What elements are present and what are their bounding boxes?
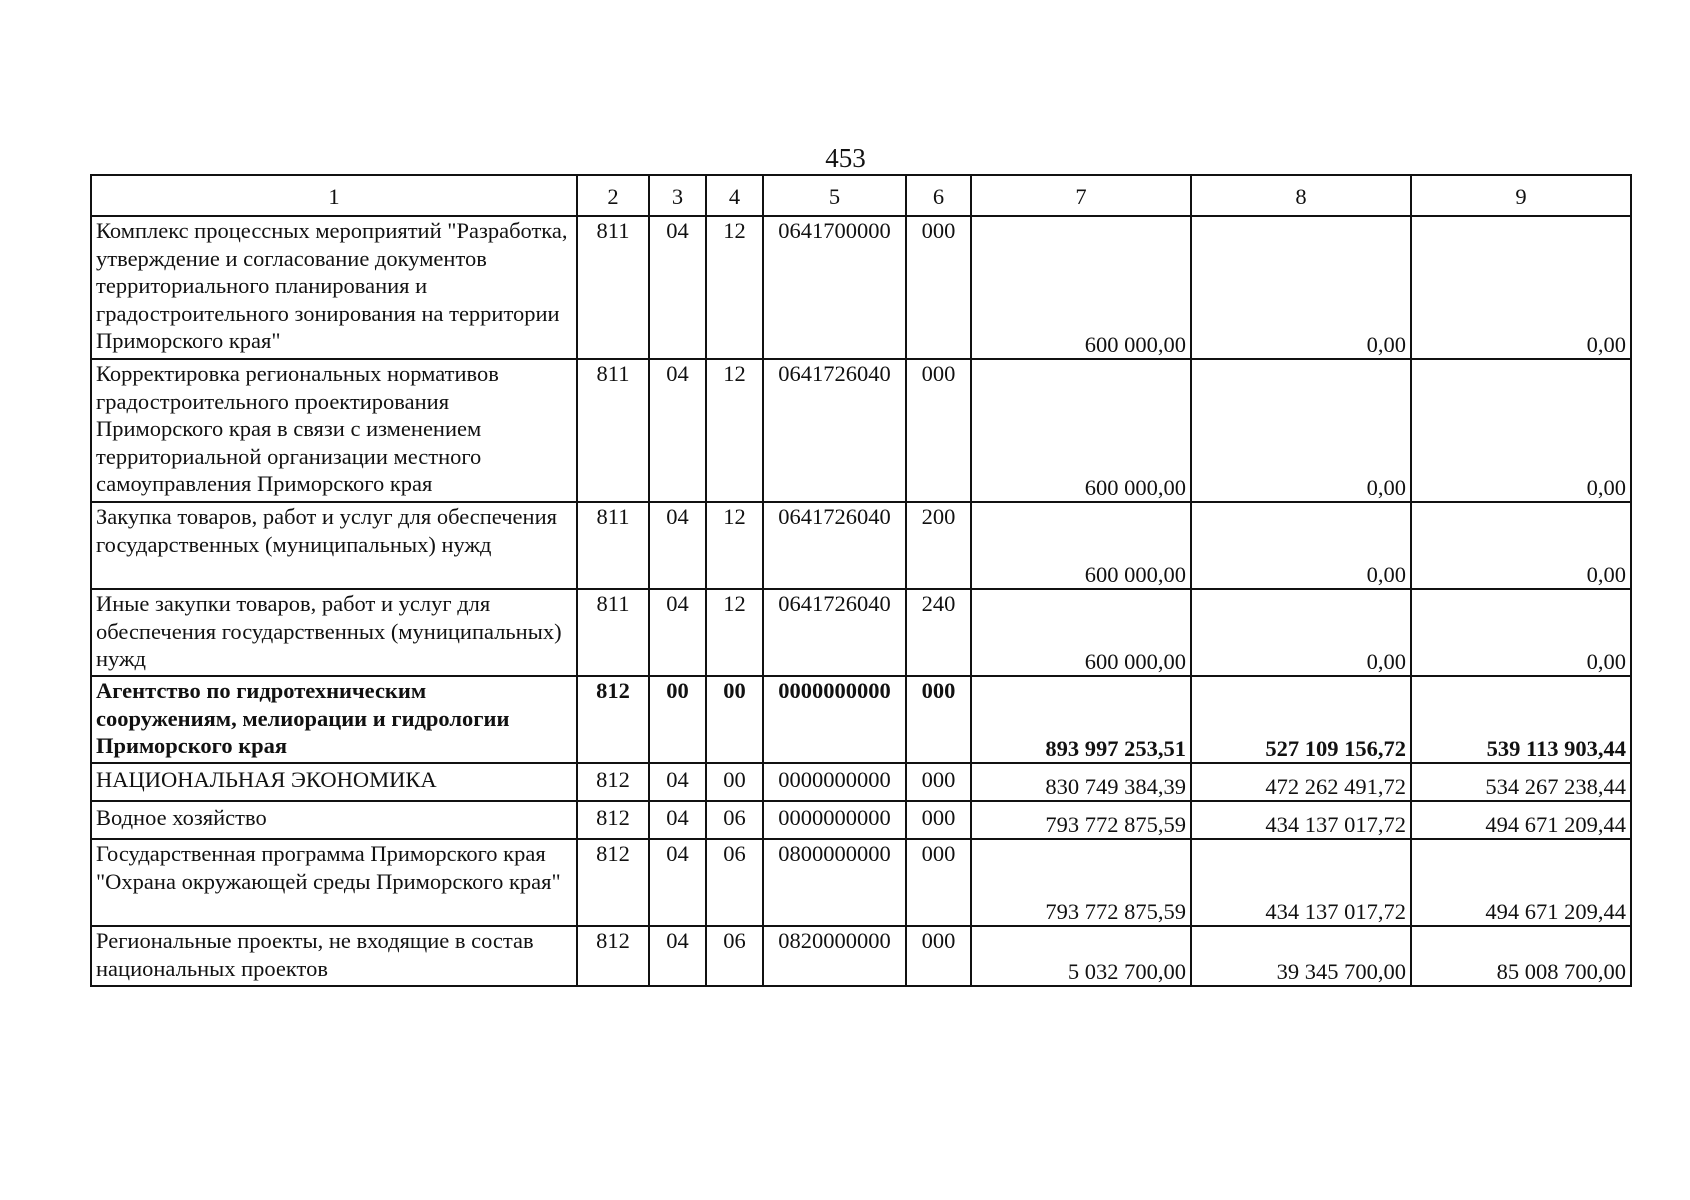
- row-code: 04: [649, 502, 706, 589]
- row-code: 12: [706, 216, 763, 359]
- table-row: [91, 216, 1631, 359]
- row-code: 811: [577, 502, 649, 589]
- row-amount: 494 671 209,44: [1411, 801, 1631, 839]
- row-code: 0820000000: [763, 926, 906, 986]
- table-row: [91, 359, 1631, 502]
- header-cell: 5: [763, 175, 906, 216]
- row-name: НАЦИОНАЛЬНАЯ ЭКОНОМИКА: [91, 763, 577, 801]
- row-code: 812: [577, 676, 649, 763]
- row-amount: 534 267 238,44: [1411, 763, 1631, 801]
- row-code: 04: [649, 926, 706, 986]
- row-code: 00: [706, 763, 763, 801]
- row-code: 04: [649, 216, 706, 359]
- row-code: 04: [649, 589, 706, 676]
- row-amount: 0,00: [1411, 359, 1631, 502]
- row-code: 000: [906, 801, 971, 839]
- row-amount: 0,00: [1191, 216, 1411, 359]
- row-code: 0641726040: [763, 589, 906, 676]
- row-amount: 434 137 017,72: [1191, 839, 1411, 926]
- table-row: [91, 926, 1631, 986]
- row-name: Государственная программа Приморского края "Охрана окружающей среды Приморского края": [91, 839, 577, 926]
- row-amount: 494 671 209,44: [1411, 839, 1631, 926]
- row-name: Региональные проекты, не входящие в состав национальных проектов: [91, 926, 577, 986]
- row-amount: 0,00: [1411, 502, 1631, 589]
- row-name: Закупка товаров, работ и услуг для обеспечения государственных (муниципальных) нужд: [91, 502, 577, 589]
- table-row: [91, 502, 1631, 589]
- row-code: 812: [577, 763, 649, 801]
- header-cell: 6: [906, 175, 971, 216]
- row-name: Комплекс процессных мероприятий "Разработка, утверждение и согласование документов территориального планирования и градостроительного зонирования на территории Приморского края": [91, 216, 577, 359]
- row-code: 812: [577, 801, 649, 839]
- row-code: 000: [906, 676, 971, 763]
- row-code: 000: [906, 763, 971, 801]
- row-amount: 527 109 156,72: [1191, 676, 1411, 763]
- row-code: 200: [906, 502, 971, 589]
- table-row: [91, 676, 1631, 763]
- header-cell: 3: [649, 175, 706, 216]
- row-code: 811: [577, 589, 649, 676]
- row-code: 12: [706, 589, 763, 676]
- row-code: 812: [577, 839, 649, 926]
- row-code: 04: [649, 801, 706, 839]
- row-code: 811: [577, 216, 649, 359]
- header-cell: 8: [1191, 175, 1411, 216]
- row-code: 00: [649, 676, 706, 763]
- row-amount: 434 137 017,72: [1191, 801, 1411, 839]
- row-amount: 0,00: [1411, 589, 1631, 676]
- header-cell: 2: [577, 175, 649, 216]
- row-code: 12: [706, 359, 763, 502]
- row-code: 240: [906, 589, 971, 676]
- header-cell: 9: [1411, 175, 1631, 216]
- row-amount: 600 000,00: [971, 589, 1191, 676]
- row-name: Иные закупки товаров, работ и услуг для обеспечения государственных (муниципальных) нужд: [91, 589, 577, 676]
- row-code: 0000000000: [763, 676, 906, 763]
- row-amount: 85 008 700,00: [1411, 926, 1631, 986]
- row-code: 812: [577, 926, 649, 986]
- row-amount: 0,00: [1191, 589, 1411, 676]
- row-code: 0641726040: [763, 359, 906, 502]
- row-code: 000: [906, 216, 971, 359]
- table-row: [91, 839, 1631, 926]
- row-amount: 0,00: [1191, 359, 1411, 502]
- table-row: [91, 589, 1631, 676]
- row-code: 000: [906, 359, 971, 502]
- row-amount: 793 772 875,59: [971, 839, 1191, 926]
- row-amount: 830 749 384,39: [971, 763, 1191, 801]
- row-code: 06: [706, 926, 763, 986]
- row-name: Корректировка региональных нормативов градостроительного проектирования Приморского края в связи с изменением территориальной организации местного самоуправления Приморского края: [91, 359, 577, 502]
- row-code: 0641700000: [763, 216, 906, 359]
- row-code: 12: [706, 502, 763, 589]
- row-name: Агентство по гидротехническим сооружениям, мелиорации и гидрологии Приморского края: [91, 676, 577, 763]
- row-code: 04: [649, 359, 706, 502]
- table-header-row: [91, 175, 1631, 216]
- row-amount: 600 000,00: [971, 502, 1191, 589]
- row-amount: 39 345 700,00: [1191, 926, 1411, 986]
- row-amount: 0,00: [1411, 216, 1631, 359]
- table-row: [91, 801, 1631, 839]
- row-amount: 0,00: [1191, 502, 1411, 589]
- header-cell: 1: [91, 175, 577, 216]
- row-code: 000: [906, 839, 971, 926]
- row-amount: 5 032 700,00: [971, 926, 1191, 986]
- page-number: 453: [825, 143, 866, 173]
- row-amount: 539 113 903,44: [1411, 676, 1631, 763]
- row-amount: 893 997 253,51: [971, 676, 1191, 763]
- row-code: 0641726040: [763, 502, 906, 589]
- table-row: [91, 763, 1631, 801]
- row-code: 000: [906, 926, 971, 986]
- budget-table: [90, 174, 1632, 987]
- header-cell: 4: [706, 175, 763, 216]
- row-code: 0000000000: [763, 801, 906, 839]
- row-code: 0800000000: [763, 839, 906, 926]
- row-amount: 793 772 875,59: [971, 801, 1191, 839]
- row-code: 811: [577, 359, 649, 502]
- row-code: 04: [649, 763, 706, 801]
- row-code: 0000000000: [763, 763, 906, 801]
- row-amount: 600 000,00: [971, 359, 1191, 502]
- row-amount: 600 000,00: [971, 216, 1191, 359]
- row-code: 06: [706, 839, 763, 926]
- row-amount: 472 262 491,72: [1191, 763, 1411, 801]
- row-code: 06: [706, 801, 763, 839]
- row-code: 04: [649, 839, 706, 926]
- row-name: Водное хозяйство: [91, 801, 577, 839]
- header-cell: 7: [971, 175, 1191, 216]
- row-code: 00: [706, 676, 763, 763]
